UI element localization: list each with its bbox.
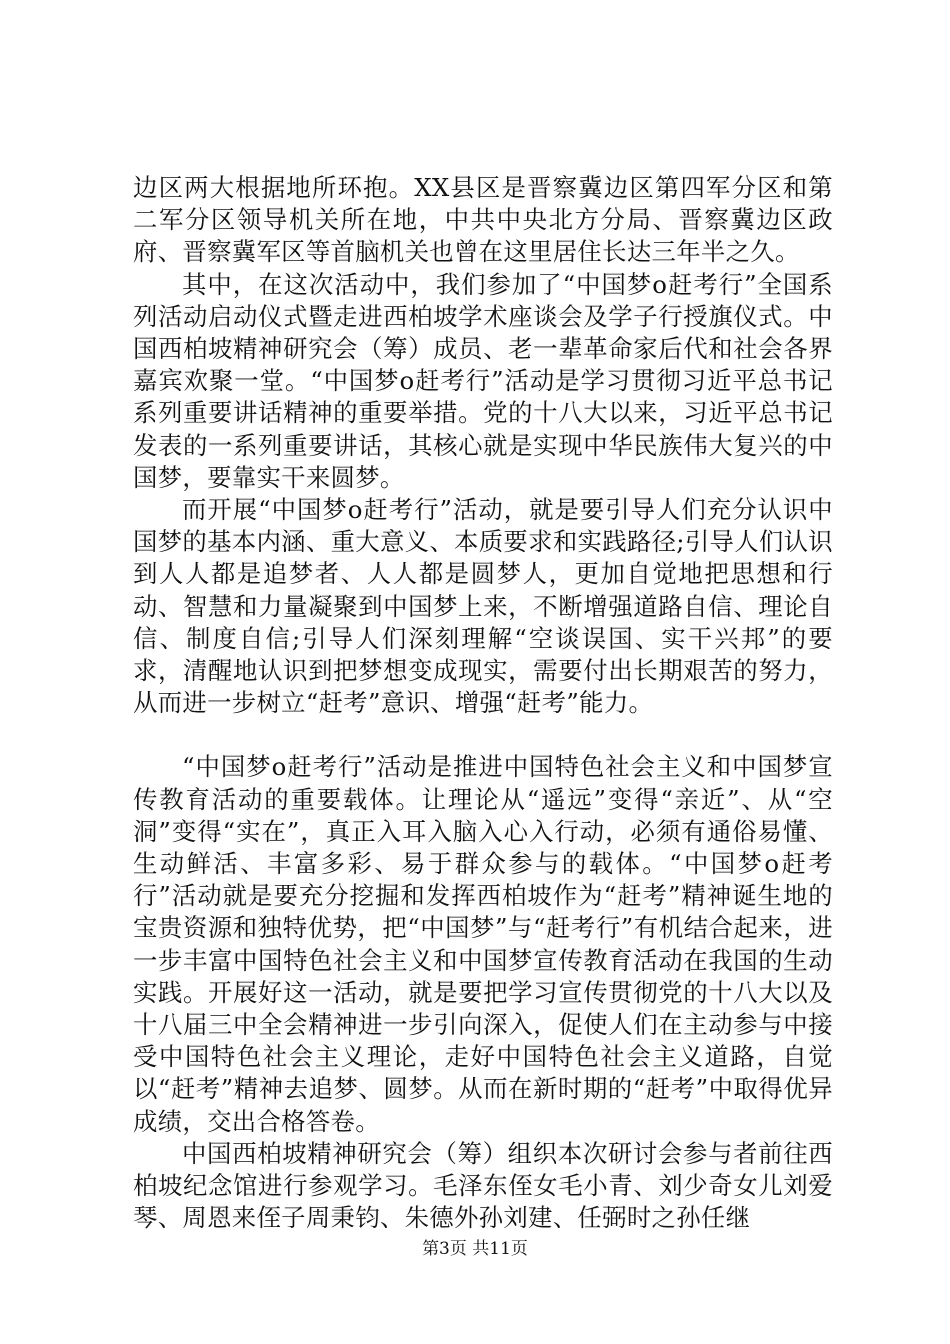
paragraph-1: 边区两大根据地所环抱。XX县区是晋察冀边区第四军分区和第二军分区领导机关所在地，中共中央北方分局、晋察冀边区政府、晋察冀军区等首脑机关也曾在这里居住长达三年半之久。 xyxy=(133,173,833,267)
paragraph-4: “中国梦o赶考行”活动是推进中国特色社会主义和中国梦宣传教育活动的重要载体。让理论从“遥远”变得“亲近”、从“空洞”变得“实在”，真正入耳入脑入心入行动，必须有通俗易懂、生动鲜活、丰富多彩、易于群众参与的载体。“中国梦o赶考行”活动就是要充分挖掘和发挥西柏坡作为“赶考”精神诞生地的宝贵资源和独特优势，把“中国梦”与“赶考行”有机结合起来，进一步丰富中国特色社会主义和中国梦宣传教育活动在我国的生动实践。开展好这一活动，就是要把学习宣传贯彻党的十八大以及十八届三中全会精神进一步引向深入，促使人们在主动参与中接受中国特色社会主义理论，走好中国特色社会主义道路，自觉以“赶考”精神去追梦、圆梦。从而在新时期的“赶考”中取得优异成绩，交出合格答卷。 xyxy=(133,752,833,1136)
paragraph-3: 而开展“中国梦o赶考行”活动，就是要引导人们充分认识中国梦的基本内涵、重大意义、本质要求和实践路径;引导人们认识到人人都是追梦者、人人都是圆梦人，更加自觉地把思想和行动、智慧和力量凝聚到中国梦上来，不断增强道路自信、理论自信、制度自信;引导人们深刻理解“空谈误国、实干兴邦”的要求，清醒地认识到把梦想变成现实，需要付出长期艰苦的努力，从而进一步树立“赶考”意识、增强“赶考”能力。 xyxy=(133,495,833,718)
paragraph-2: 其中，在这次活动中，我们参加了“中国梦o赶考行”全国系列活动启动仪式暨走进西柏坡学术座谈会及学子行授旗仪式。中国西柏坡精神研究会（筹）成员、老一辈革命家后代和社会各界嘉宾欢聚一堂。“中国梦o赶考行”活动是学习贯彻习近平总书记系列重要讲话精神的重要举措。党的十八大以来，习近平总书记发表的一系列重要讲话，其核心就是实现中华民族伟大复兴的中国梦，要靠实干来圆梦。 xyxy=(133,269,833,492)
page-footer: 第3页 共11页 xyxy=(422,1239,528,1259)
paragraph-gap xyxy=(133,719,833,751)
document-body xyxy=(133,172,833,1235)
paragraph-5: 中国西柏坡精神研究会（筹）组织本次研讨会参与者前往西柏坡纪念馆进行参观学习。毛泽东侄女毛小青、刘少奇女儿刘爱琴、周恩来侄子周秉钧、朱德外孙刘建、任弼时之孙任继 xyxy=(133,1138,833,1233)
